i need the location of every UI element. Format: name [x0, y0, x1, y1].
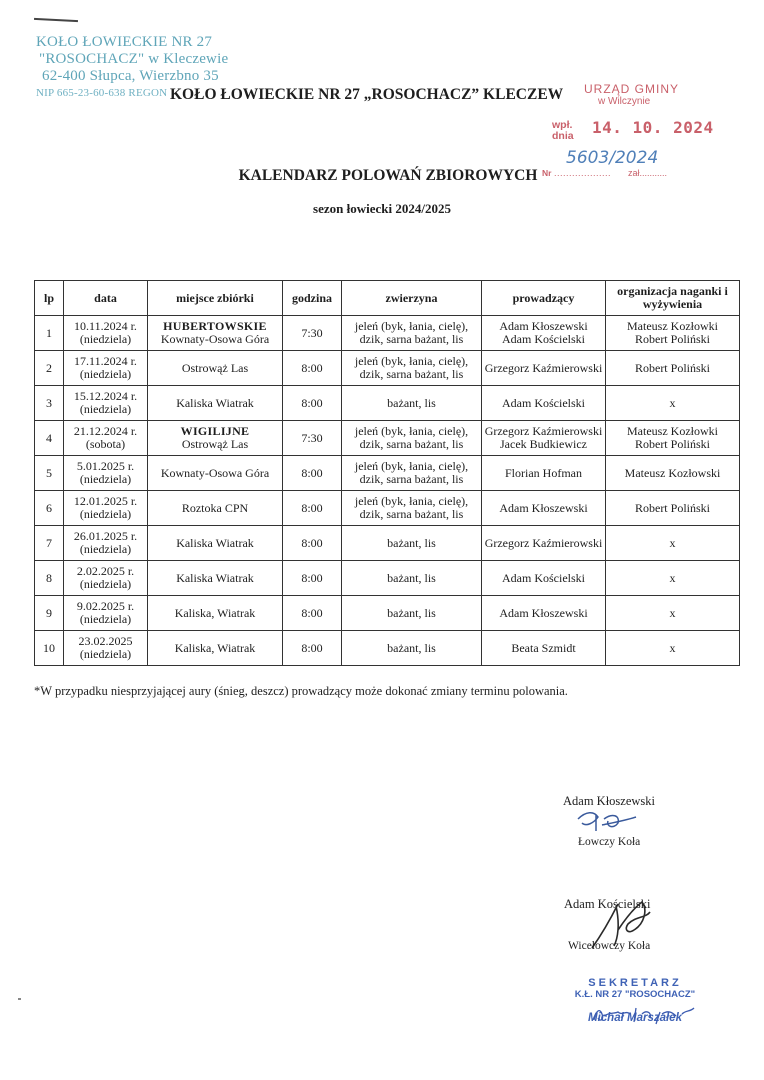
vice-hunter-role: Wicełowczy Koła	[568, 940, 651, 952]
cell-date	[64, 596, 148, 631]
cell-time	[283, 561, 342, 596]
cell-game	[342, 491, 482, 526]
cell-time-time: 8:00	[301, 640, 323, 655]
cell-organization-org2: Robert Poliński	[634, 332, 710, 346]
cell-date	[64, 631, 148, 666]
cell-organization	[606, 526, 740, 561]
cell-date-date: 26.01.2025 r.	[73, 529, 138, 543]
cell-date	[64, 561, 148, 596]
cell-place-place-bold: WIGILIJNE	[180, 424, 250, 438]
cell-organization-org1: x	[669, 640, 676, 655]
cell-organization-org1: x	[669, 570, 676, 585]
cell-organization-org1: Robert Poliński	[634, 360, 710, 375]
table-row	[35, 561, 740, 596]
cell-game	[342, 596, 482, 631]
cell-date-day: (niedziela)	[79, 542, 132, 556]
hunter-name: Adam Kłoszewski	[563, 794, 655, 808]
hunter-role: Łowczy Koła	[578, 836, 641, 848]
cell-time	[283, 631, 342, 666]
cell-game	[342, 386, 482, 421]
cell-lp	[35, 456, 64, 491]
cell-organization-org1: Mateusz Kozłowski	[624, 465, 721, 480]
cell-place-place: Ostrowąż Las	[181, 437, 249, 451]
cell-leader-leader1: Adam Kłoszewski	[499, 500, 588, 515]
cell-date-day: (niedziela)	[79, 332, 132, 346]
cell-place	[148, 351, 283, 386]
table-row	[35, 386, 740, 421]
cell-organization	[606, 596, 740, 631]
cell-lp-lp: 2	[46, 360, 52, 375]
cell-lp-lp: 1	[46, 325, 52, 340]
weather-note: *W przypadku niesprzyjającej aury (śnieg, deszcz) prowadzący może dokonać zmiany terminu polowania.	[34, 684, 568, 698]
table-header-row	[35, 281, 740, 316]
cell-date	[64, 386, 148, 421]
cell-time-time: 7:30	[301, 430, 323, 445]
cell-leader-leader1: Adam Kłoszewski	[499, 605, 588, 620]
secretary-name: Michał Marszałek	[588, 1012, 682, 1024]
cell-leader-leader1: Grzegorz Kaźmierowski	[484, 360, 603, 375]
cell-organization-org1: x	[669, 605, 676, 620]
cell-organization-org1: Robert Poliński	[634, 500, 710, 515]
cell-leader	[482, 351, 606, 386]
cell-leader-leader1: Adam Kościelski	[502, 395, 585, 410]
cell-place	[148, 561, 283, 596]
cell-leader	[482, 526, 606, 561]
cell-place-place: Roztoka CPN	[181, 500, 249, 515]
cell-date	[64, 421, 148, 456]
cell-lp	[35, 421, 64, 456]
cell-time-time: 8:00	[301, 395, 323, 410]
cell-leader	[482, 491, 606, 526]
cell-place-place: Kaliska Wiatrak	[176, 395, 254, 410]
cell-place	[148, 631, 283, 666]
header-leader: prowadzący	[482, 281, 606, 316]
cell-date-day: (niedziela)	[79, 472, 132, 486]
registration-number: 5603/2024	[566, 148, 659, 168]
cell-place-place: Kownaty-Osowa Góra	[160, 465, 270, 480]
cell-time-time: 8:00	[301, 535, 323, 550]
cell-game-game1: bażant, lis	[387, 640, 436, 655]
cell-time-time: 8:00	[301, 605, 323, 620]
stamp-org-line2: "ROSOCHACZ" w Kleczewie	[39, 51, 229, 67]
cell-leader	[482, 456, 606, 491]
received-label: wpł. dnia	[552, 119, 574, 142]
stamp-org-line4: NIP 665-23-60-638 REGON	[36, 87, 168, 99]
cell-leader-leader1: Grzegorz Kaźmierowski	[484, 535, 603, 550]
hunting-schedule-table	[34, 280, 740, 666]
secretary-signature	[590, 1004, 700, 1026]
cell-game-game2: dzik, sarna bażant, lis	[359, 332, 464, 346]
nr-dots: ...................	[554, 168, 612, 178]
cell-leader	[482, 561, 606, 596]
cell-game	[342, 421, 482, 456]
nr-label: Nr	[542, 168, 552, 178]
cell-place-place: Kaliska Wiatrak	[176, 570, 254, 585]
cell-date-date: 9.02.2025 r.	[76, 599, 135, 613]
table-row	[35, 316, 740, 351]
cell-leader	[482, 421, 606, 456]
cell-leader-leader1: Florian Hofman	[505, 465, 582, 480]
table-row	[35, 526, 740, 561]
header-time: godzina	[283, 281, 342, 316]
cell-place-place: Kaliska, Wiatrak	[174, 640, 256, 655]
cell-lp	[35, 596, 64, 631]
cell-date-day: (niedziela)	[79, 367, 132, 381]
cell-date-day: (sobota)	[85, 437, 126, 451]
cell-time	[283, 456, 342, 491]
cell-game	[342, 351, 482, 386]
cell-date	[64, 456, 148, 491]
cell-date-day: (niedziela)	[79, 612, 132, 626]
cell-date-date: 15.12.2024 r.	[73, 389, 138, 403]
cell-time	[283, 526, 342, 561]
cell-game	[342, 561, 482, 596]
cell-time	[283, 596, 342, 631]
cell-place	[148, 456, 283, 491]
stamp-org-line3: 62-400 Słupca, Wierzbno 35	[42, 68, 219, 84]
cell-lp	[35, 561, 64, 596]
cell-time-time: 8:00	[301, 465, 323, 480]
cell-game-game1: jeleń (byk, łania, cielę),	[354, 319, 469, 333]
cell-date-date: 12.01.2025 r.	[73, 494, 138, 508]
table-row	[35, 631, 740, 666]
cell-place-place: Kownaty-Osowa Góra	[160, 332, 270, 346]
hunter-signature	[572, 805, 642, 835]
cell-date-date: 23.02.2025	[78, 634, 133, 648]
cell-game-game1: bażant, lis	[387, 605, 436, 620]
cell-leader	[482, 386, 606, 421]
cell-lp-lp: 8	[46, 570, 52, 585]
cell-organization	[606, 561, 740, 596]
cell-time	[283, 386, 342, 421]
cell-leader	[482, 631, 606, 666]
cell-date	[64, 351, 148, 386]
cell-time	[283, 351, 342, 386]
header-place: miejsce zbiórki	[148, 281, 283, 316]
cell-organization	[606, 631, 740, 666]
received-date: 14. 10. 2024	[592, 118, 714, 137]
cell-lp	[35, 351, 64, 386]
cell-lp	[35, 631, 64, 666]
cell-place	[148, 491, 283, 526]
cell-time	[283, 421, 342, 456]
document-subtitle: sezon łowiecki 2024/2025	[313, 201, 451, 216]
cell-date-date: 10.11.2024 r.	[74, 319, 137, 333]
cell-lp-lp: 9	[46, 605, 52, 620]
secretary-org: K.Ł. NR 27 "ROSOCHACZ"	[574, 989, 696, 1000]
cell-leader	[482, 596, 606, 631]
cell-game	[342, 456, 482, 491]
cell-game-game1: jeleń (byk, łania, cielę),	[354, 424, 469, 438]
cell-game	[342, 631, 482, 666]
attachments-label: zał...........	[628, 168, 668, 178]
cell-game-game2: dzik, sarna bażant, lis	[359, 472, 464, 486]
header-date: data	[64, 281, 148, 316]
cell-game-game1: bażant, lis	[387, 570, 436, 585]
header-organization: organizacja naganki i wyżywienia	[606, 281, 740, 316]
cell-place	[148, 526, 283, 561]
pen-mark	[34, 18, 78, 22]
cell-lp	[35, 491, 64, 526]
cell-leader-leader1: Beata Szmidt	[511, 640, 576, 655]
cell-game-game2: dzik, sarna bażant, lis	[359, 367, 464, 381]
cell-place-place: Kaliska Wiatrak	[176, 535, 254, 550]
speck	[18, 998, 21, 1000]
cell-date-day: (niedziela)	[79, 402, 132, 416]
cell-place	[148, 596, 283, 631]
cell-time-time: 8:00	[301, 360, 323, 375]
cell-date-date: 5.01.2025 r.	[76, 459, 135, 473]
cell-organization	[606, 421, 740, 456]
cell-lp-lp: 7	[46, 535, 52, 550]
cell-game-game2: dzik, sarna bażant, lis	[359, 437, 464, 451]
cell-date-date: 21.12.2024 r.	[73, 424, 138, 438]
cell-place	[148, 421, 283, 456]
cell-time	[283, 316, 342, 351]
cell-game	[342, 316, 482, 351]
cell-time-time: 7:30	[301, 325, 323, 340]
cell-organization	[606, 456, 740, 491]
cell-leader-leader1: Adam Kłoszewski	[499, 319, 588, 333]
secretary-title: SEKRETARZ	[588, 977, 682, 989]
table-row	[35, 351, 740, 386]
cell-lp	[35, 386, 64, 421]
cell-organization-org1: Mateusz Kozłowki	[627, 424, 718, 438]
cell-lp-lp: 10	[43, 640, 55, 655]
header-game: zwierzyna	[342, 281, 482, 316]
cell-lp-lp: 5	[46, 465, 52, 480]
stamp-org-line1: KOŁO ŁOWIECKIE NR 27	[36, 34, 213, 50]
cell-date-day: (niedziela)	[79, 647, 132, 661]
table-row	[35, 596, 740, 631]
cell-organization	[606, 351, 740, 386]
cell-game-game1: jeleń (byk, łania, cielę),	[354, 494, 469, 508]
table-row	[35, 491, 740, 526]
cell-place-place-bold: HUBERTOWSKIE	[163, 319, 267, 333]
document-title-text: KALENDARZ POLOWAŃ ZBIOROWYCH	[238, 167, 538, 184]
header-title: KOŁO ŁOWIECKIE NR 27 „ROSOCHACZ” KLECZEW	[170, 86, 564, 103]
cell-place-place: Ostrowąż Las	[181, 360, 249, 375]
cell-leader-leader2: Adam Kościelski	[502, 332, 585, 346]
document-title	[0, 167, 764, 185]
cell-time-time: 8:00	[301, 570, 323, 585]
cell-organization-org1: Mateusz Kozłowki	[627, 319, 718, 333]
cell-game-game1: bażant, lis	[387, 535, 436, 550]
cell-date-day: (niedziela)	[79, 507, 132, 521]
cell-lp-lp: 4	[46, 430, 52, 445]
cell-date	[64, 526, 148, 561]
cell-organization-org1: x	[669, 395, 676, 410]
cell-lp	[35, 526, 64, 561]
cell-organization	[606, 386, 740, 421]
cell-date	[64, 491, 148, 526]
cell-leader	[482, 316, 606, 351]
cell-place-place: Kaliska, Wiatrak	[174, 605, 256, 620]
cell-lp-lp: 6	[46, 500, 52, 515]
cell-leader-leader2: Jacek Budkiewicz	[500, 437, 587, 451]
cell-game-game1: jeleń (byk, łania, cielę),	[354, 354, 469, 368]
table-row	[35, 421, 740, 456]
cell-lp	[35, 316, 64, 351]
cell-date-day: (niedziela)	[79, 577, 132, 591]
vice-hunter-name: Adam Kościelski	[564, 897, 651, 911]
cell-time-time: 8:00	[301, 500, 323, 515]
cell-date-date: 2.02.2025 r.	[76, 564, 135, 578]
cell-date	[64, 316, 148, 351]
cell-time	[283, 491, 342, 526]
cell-leader-leader1: Grzegorz Kaźmierowski	[484, 424, 603, 438]
cell-lp-lp: 3	[46, 395, 52, 410]
cell-organization	[606, 316, 740, 351]
cell-leader-leader1: Adam Kościelski	[502, 570, 585, 585]
cell-place	[148, 386, 283, 421]
office-place: w Wilczynie	[598, 96, 651, 107]
header-lp: lp	[35, 281, 64, 316]
cell-game-game1: bażant, lis	[387, 395, 436, 410]
office-name: URZĄD GMINY	[584, 82, 679, 96]
cell-game-game2: dzik, sarna bażant, lis	[359, 507, 464, 521]
cell-game-game1: jeleń (byk, łania, cielę),	[354, 459, 469, 473]
cell-place	[148, 316, 283, 351]
cell-organization	[606, 491, 740, 526]
cell-organization-org1: x	[669, 535, 676, 550]
cell-organization-org2: Robert Poliński	[634, 437, 710, 451]
cell-date-date: 17.11.2024 r.	[74, 354, 137, 368]
cell-game	[342, 526, 482, 561]
table-row	[35, 456, 740, 491]
